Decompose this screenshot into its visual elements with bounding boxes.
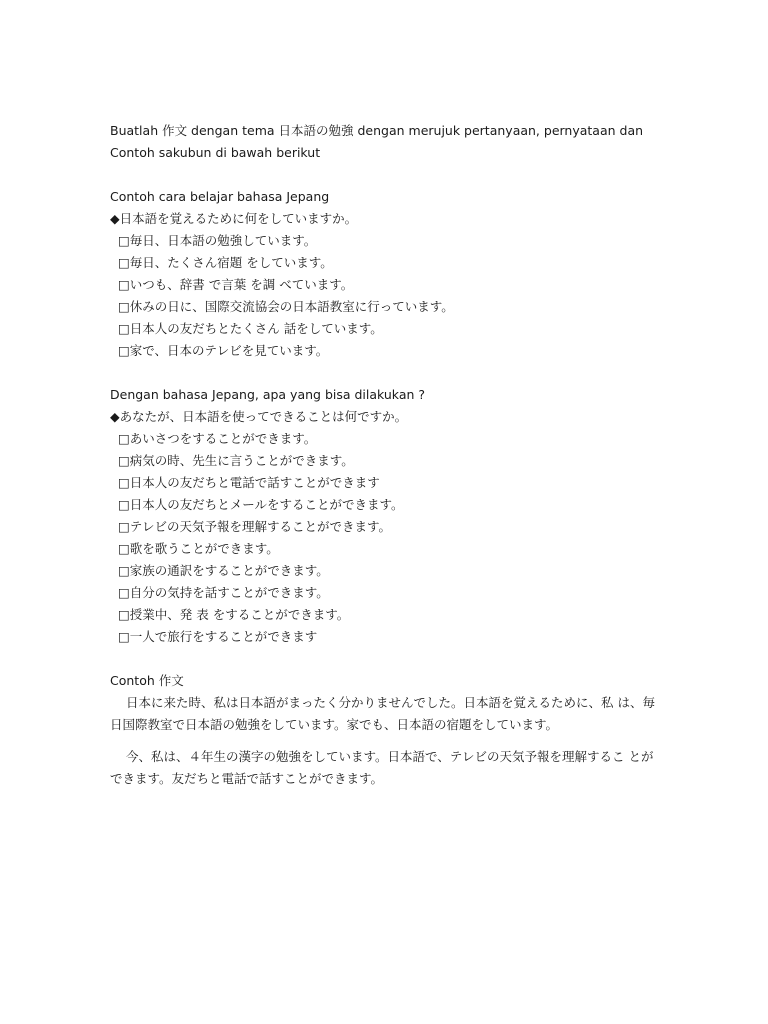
section3-heading: Contoh 作文 [110,673,184,688]
essay-paragraph-2-line-1: 今、私は、４年生の漢字の勉強をしています。日本語で、テレビの天気予報を理解するこ とが [126,749,654,764]
section1-item-2: □毎日、たくさん宿題 をしています。 [118,255,333,270]
section1-item-4: □休みの日に、国際交流協会の日本語教室に行っています。 [118,299,454,314]
section2-item-9: □授業中、発 表 をすることができます。 [118,607,350,622]
section2-item-3: □日本人の友だちと電話で話すことができます [118,475,380,490]
essay-paragraph-2-line-2: できます。友だちと電話で話すことができます。 [110,771,384,786]
section1-item-1: □毎日、日本語の勉強しています。 [118,233,317,248]
section2-item-4: □日本人の友だちとメールをすることができます。 [118,497,404,512]
section1-question: ◆日本語を覚えるために何をしていますか。 [110,211,358,226]
document-page [110,120,670,790]
essay-paragraph-1-line-2: 日国際教室で日本語の勉強をしています。家でも、日本語の宿題をしています。 [110,717,559,732]
section2-item-7: □家族の通訳をすることができます。 [118,563,329,578]
section2-item-2: □病気の時、先生に言うことができます。 [118,453,354,468]
section2-item-6: □歌を歌うことができます。 [118,541,279,556]
section2-item-10: □一人で旅行をすることができます [118,629,318,644]
section2-item-5: □テレビの天気予報を理解することができます。 [118,519,392,534]
intro-line-1: Buatlah 作文 dengan tema 日本語の勉強 dengan merujuk pertanyaan, pernyataan dan [110,123,644,138]
section1-item-3: □いつも、辞書 で言葉 を調 べています。 [118,277,354,292]
section2-item-8: □自分の気持を話すことができます。 [118,585,329,600]
section2-item-1: □あいさつをすることができます。 [118,431,317,446]
section1-item-6: □家で、日本のテレビを見ています。 [118,343,329,358]
section1-item-5: □日本人の友だちとたくさん 話をしています。 [118,321,383,336]
section1-heading: Contoh cara belajar bahasa Jepang [110,189,330,204]
section2-heading: Dengan bahasa Jepang, apa yang bisa dilakukan ? [110,387,426,402]
essay-paragraph-1-line-1: 日本に来た時、私は日本語がまったく分かりませんでした。日本語を覚えるために、私 は、毎 [126,695,655,710]
intro-line-2: Contoh sakubun di bawah berikut [110,145,321,160]
section2-question: ◆あなたが、日本語を使ってできることは何ですか。 [110,409,408,424]
